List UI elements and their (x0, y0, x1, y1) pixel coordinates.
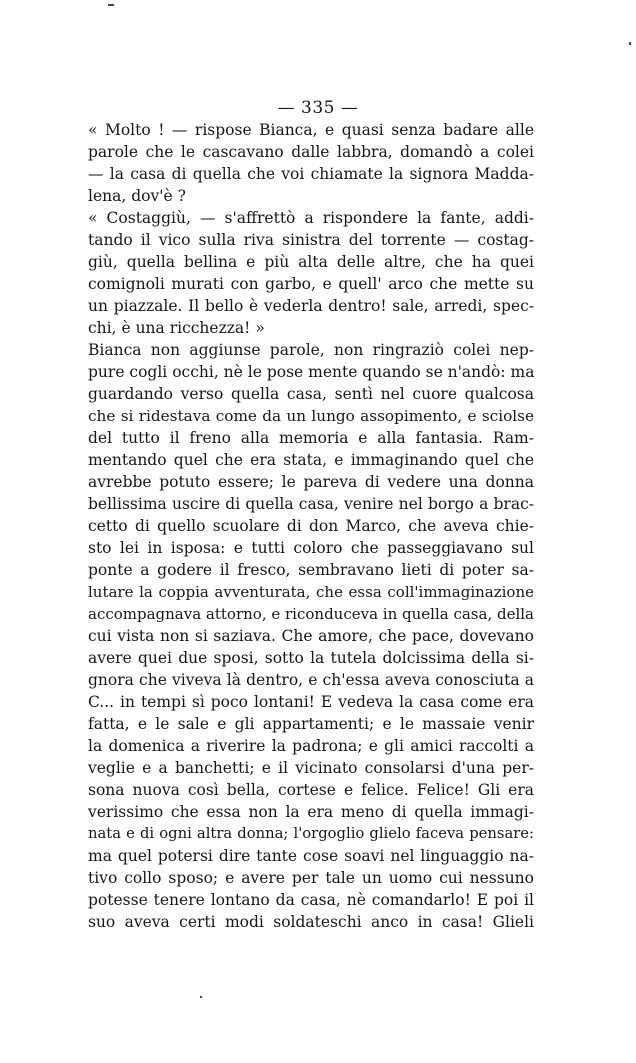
text-line: tando il vico sulla riva sinistra del torrente — costag- (88, 231, 534, 249)
text-line: fatta, e le sale e gli appartamenti; e le massaie venir (88, 715, 534, 733)
text-line: Bianca non aggiunse parole, non ringraziò colei nep- (88, 341, 534, 359)
text-line: gnora che viveva là dentro, e ch'essa aveva conosciuta a (88, 671, 534, 689)
text-line: veglie e a banchetti; e il vicinato consolarsi d'una per- (88, 759, 534, 777)
text-line: cetto di quello scuolare di don Marco, che aveva chie- (88, 517, 534, 535)
text-line: chi, è una ricchezza! » (88, 319, 265, 337)
text-line: sto lei in isposa: e tutti coloro che passeggiavano sul (88, 539, 534, 557)
text-line: potesse tenere lontano da casa, nè comandarlo! E poi il (88, 891, 534, 909)
text-line: accompagnava attorno, e riconduceva in quella casa, della (88, 605, 534, 623)
text-line: sona nuova così bella, cortese e felice. Felice! Gli era (88, 781, 534, 799)
text-line: « Costaggiù, — s'affrettò a rispondere la fante, addi- (88, 209, 534, 227)
page-number: — 335 — (277, 98, 359, 118)
text-line: tivo collo sposo; e avere per tale un uomo cui nessuno (88, 869, 534, 887)
text-line: la domenica a riverire la padrona; e gli amici raccolti a (88, 737, 534, 755)
body-text (88, 119, 534, 933)
text-line: C... in tempi sì poco lontani! E vedeva la casa come era (88, 693, 534, 711)
text-line: pure cogli occhi, nè le pose mente quando se n'andò: ma (88, 363, 534, 381)
text-line: — la casa di quella che voi chiamate la signora Madda- (88, 165, 534, 183)
text-line: lena, dov'è ? (88, 187, 186, 205)
text-line: bellissima uscire di quella casa, venire nel borgo a brac- (88, 495, 534, 513)
text-line: suo aveva certi modi soldateschi anco in casa! Glieli (88, 913, 534, 931)
text-line: un piazzale. Il bello è vederla dentro! sale, arredi, spec- (88, 297, 534, 315)
text-line: giù, quella bellina e più alta delle altre, che ha quei (88, 253, 534, 271)
text-line: avrebbe potuto essere; le pareva di vedere una donna (88, 473, 534, 491)
print-speck (629, 42, 631, 45)
text-line: avere quei due sposi, sotto la tutela dolcissima della si- (88, 649, 534, 667)
text-line: ma quel potersi dire tante cose soavi nel linguaggio na- (88, 847, 534, 865)
text-line: che si ridestava come da un lungo assopimento, e sciolse (88, 407, 534, 425)
text-line: cui vista non si saziava. Che amore, che pace, dovevano (88, 627, 534, 645)
text-line: parole che le cascavano dalle labbra, domandò a colei (88, 143, 534, 161)
text-line: mentando quel che era stata, e immaginando quel che (88, 451, 534, 469)
text-line: nata e di ogni altra donna; l'orgoglio glielo faceva pensare: (88, 825, 534, 842)
text-line: « Molto ! — rispose Bianca, e quasi senza badare alle (88, 121, 534, 139)
text-line: guardando verso quella casa, sentì nel cuore qualcosa (88, 385, 534, 403)
text-line: del tutto il freno alla memoria e alla fantasia. Ram- (88, 429, 534, 447)
text-line: verissimo che essa non la era meno di quella immagi- (88, 803, 534, 821)
text-line: lutare la coppia avventurata, che essa coll'immaginazione (88, 583, 534, 601)
print-speck (200, 996, 202, 998)
text-line: ponte a godere il fresco, sembravano lieti di poter sa- (88, 561, 534, 579)
text-line: comignoli murati con garbo, e quell' arco che mette su (88, 275, 534, 293)
print-speck (108, 4, 114, 6)
